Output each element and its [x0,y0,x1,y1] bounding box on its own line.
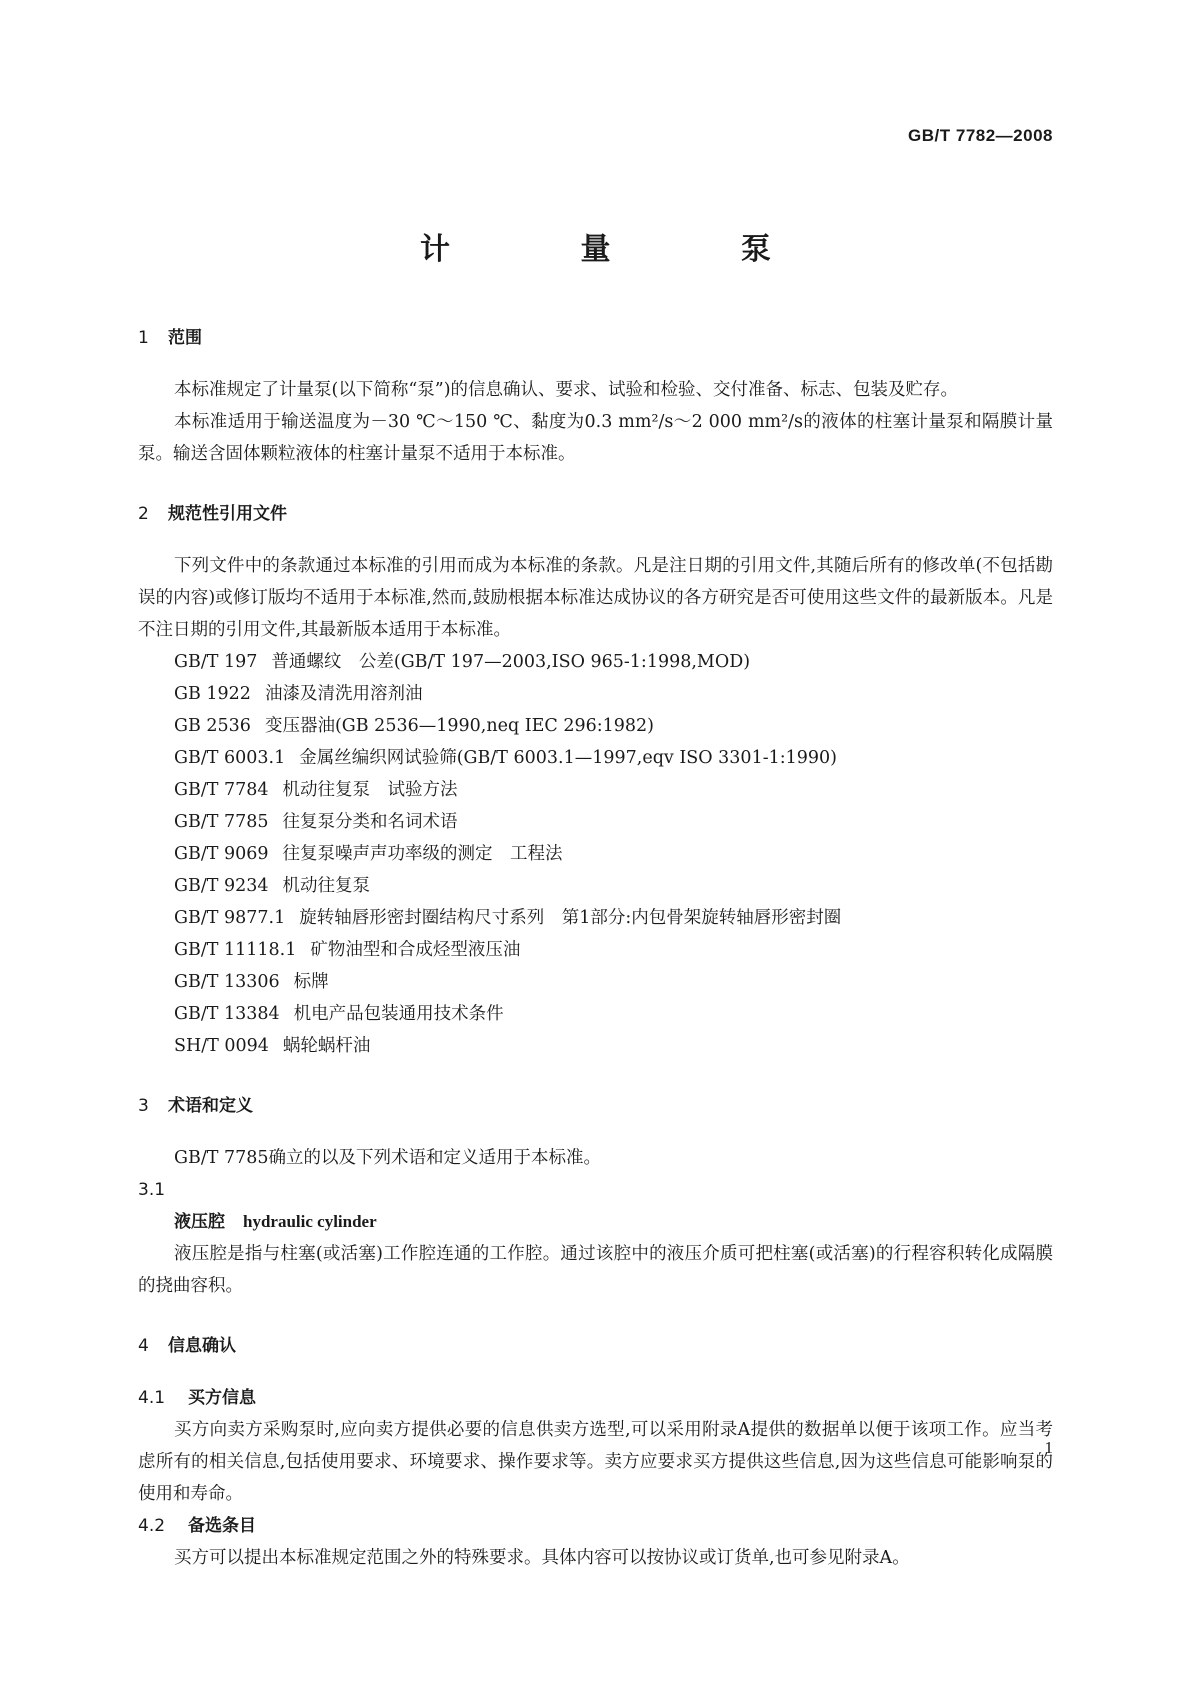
reference-title: 往复泵噪声声功率级的测定 工程法 [282,844,563,864]
reference-item [138,1030,1053,1062]
reference-title: 机动往复泵 [282,876,371,896]
term-english: hydraulic cylinder [243,1212,377,1231]
subsection-title: 备选条目 [188,1516,256,1536]
reference-title: 机电产品包装通用技术条件 [293,1004,504,1024]
paragraph: 下列文件中的条款通过本标准的引用而成为本标准的条款。凡是注日期的引用文件,其随后所有的修改单(不包括勘误的内容)或修订版均不适用于本标准,然而,鼓励根据本标准达成协议的各方研究是否可使用这些文件的最新版本。凡是不注日期的引用文件,其最新版本适用于本标准。 [138,556,1053,640]
section-1-heading [138,322,1053,354]
subsection-4-1-heading [138,1382,1053,1414]
reference-title: 标牌 [293,972,329,992]
paragraph: 买方向卖方采购泵时,应向卖方提供必要的信息供卖方选型,可以采用附录A提供的数据单以便于该项工作。应当考虑所有的相关信息,包括使用要求、环境要求、操作要求等。卖方应要求买方提供这些信息,因为这些信息可能影响泵的使用和寿命。 [138,1420,1053,1504]
term-definition: 液压腔是指与柱塞(或活塞)工作腔连通的工作腔。通过该腔中的液压介质可把柱塞(或活塞)的行程容积转化成隔膜的挠曲容积。 [138,1244,1053,1296]
paragraph: GB/T 7785确立的以及下列术语和定义适用于本标准。 [174,1148,602,1168]
reference-item [138,710,1053,742]
reference-item [138,998,1053,1030]
subsection-4-2-heading [138,1510,1053,1542]
reference-list [138,646,1053,1062]
section-3-heading [138,1090,1053,1122]
reference-item [138,902,1053,934]
reference-code: GB 1922 [174,684,251,704]
reference-code: GB/T 7784 [174,780,269,800]
term-entry [138,1206,1053,1238]
section-title: 术语和定义 [168,1096,253,1116]
reference-title: 变压器油(GB 2536—1990,neq IEC 296:1982) [264,716,655,736]
reference-code: GB/T 13306 [174,972,280,992]
paragraph: 买方可以提出本标准规定范围之外的特殊要求。具体内容可以按协议或订货单,也可参见附录A。 [174,1548,910,1568]
document-body [138,322,1053,1574]
reference-code: GB/T 13384 [174,1004,280,1024]
reference-code: GB/T 6003.1 [174,748,286,768]
reference-code: GB/T 7785 [174,812,269,832]
reference-title: 油漆及清洗用溶剂油 [264,684,423,704]
document-title: 计 量 泵 [420,232,831,267]
reference-item [138,870,1053,902]
reference-code: SH/T 0094 [174,1036,269,1056]
reference-title: 矿物油型和合成烃型液压油 [310,940,521,960]
reference-item [138,774,1053,806]
section-number: 2 [138,504,149,524]
section-4-heading [138,1330,1053,1362]
reference-title: 往复泵分类和名词术语 [282,812,458,832]
subsection-number: 4.1 [138,1388,166,1408]
section-number: 3 [138,1096,149,1116]
subsection-number: 4.2 [138,1516,166,1536]
standard-code: GB/T 7782—2008 [908,126,1053,145]
section-title: 规范性引用文件 [168,504,287,524]
reference-item [138,678,1053,710]
reference-code: GB/T 9069 [174,844,269,864]
section-title: 范围 [168,328,202,348]
reference-item [138,646,1053,678]
reference-title: 旋转轴唇形密封圈结构尺寸系列 第1部分:内包骨架旋转轴唇形密封圈 [299,908,842,928]
reference-item [138,934,1053,966]
reference-item [138,742,1053,774]
reference-item [138,838,1053,870]
reference-item [138,966,1053,998]
paragraph: 本标准规定了计量泵(以下简称“泵”)的信息确认、要求、试验和检验、交付准备、标志、包装及贮存。 [174,380,959,400]
reference-title: 机动往复泵 试验方法 [282,780,458,800]
reference-item [138,806,1053,838]
reference-code: GB 2536 [174,716,251,736]
section-2-heading [138,498,1053,530]
reference-title: 金属丝编织网试验筛(GB/T 6003.1—1997,eqv ISO 3301-1:1990) [299,748,838,768]
reference-code: GB/T 9877.1 [174,908,286,928]
section-number: 1 [138,328,149,348]
subsection-number: 3.1 [138,1180,166,1200]
section-number: 4 [138,1336,149,1356]
paragraph: 本标准适用于输送温度为－30 ℃～150 ℃、黏度为0.3 mm²/s～2 000 mm²/s的液体的柱塞计量泵和隔膜计量泵。输送含固体颗粒液体的柱塞计量泵不适用于本标准。 [138,412,1053,464]
section-title: 信息确认 [168,1336,236,1356]
reference-title: 普通螺纹 公差(GB/T 197—2003,ISO 965-1:1998,MOD) [271,652,751,672]
page-number: 1 [1044,1438,1053,1457]
subsection-title: 买方信息 [188,1388,256,1408]
reference-title: 蜗轮蜗杆油 [282,1036,371,1056]
reference-code: GB/T 11118.1 [174,940,297,960]
reference-code: GB/T 197 [174,652,258,672]
reference-code: GB/T 9234 [174,876,269,896]
term-chinese: 液压腔 [174,1212,225,1232]
